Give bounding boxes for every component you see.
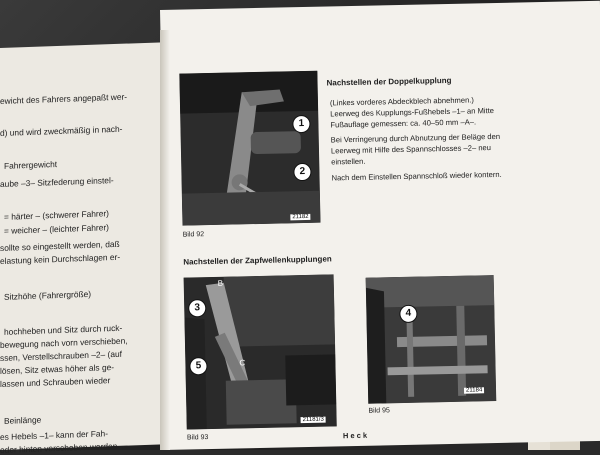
body-line: Fußauflage gemessen: ca. 40–50 mm –A–.	[330, 117, 477, 130]
left-line: = weicher – (leichter Fahrer)	[4, 222, 109, 236]
body-line: Leerweg mit Hilfe des Spannschlosses –2– neu	[330, 143, 492, 156]
callout-marker: 1	[292, 115, 310, 133]
left-line: Beinlänge	[4, 414, 42, 426]
photo-bild-95	[366, 275, 497, 404]
left-line: sollte so eingestellt werden, daß	[0, 238, 120, 253]
left-line: lösen, Sitz etwas höher als ge-	[0, 362, 115, 376]
callout-marker: 4	[399, 305, 417, 323]
left-line: = härter – (schwerer Fahrer)	[4, 208, 109, 222]
book-gutter	[160, 30, 170, 450]
body-line: einstellen.	[331, 156, 366, 167]
body-line: Nach dem Einstellen Spannschloß wieder kontern.	[331, 169, 502, 183]
callout-marker: 2	[293, 163, 311, 181]
left-line: ssen, Verstellschrauben –2– (auf	[0, 348, 122, 363]
figure-caption: Bild 95	[368, 407, 390, 415]
left-line: bewegung nach vorn verschieben,	[0, 335, 128, 350]
left-line: ewicht des Fahrers angepaßt wer-	[0, 91, 128, 106]
figure-label: C	[239, 358, 246, 368]
figure-ref-number: 21184	[465, 387, 483, 394]
left-line: Fahrergewicht	[4, 159, 58, 171]
left-line: d) und wird zweckmäßig in nach-	[0, 123, 123, 138]
photo-bild-92	[179, 71, 320, 226]
figure-caption: Bild 92	[182, 231, 205, 239]
section-heading: H e c k	[342, 430, 368, 441]
left-page	[0, 42, 170, 455]
left-line: Sitzhöhe (Fahrergröße)	[4, 288, 92, 302]
figure-caption: Bild 93	[186, 434, 209, 442]
left-line: elastung kein Durchschlagen er-	[0, 251, 121, 266]
section-heading: Nachstellen der Doppelkupplung	[326, 75, 452, 88]
figure-label: B	[217, 278, 224, 288]
figure-ref-number: 21181/3	[302, 416, 324, 424]
left-line: lassen und Schrauben wieder	[0, 375, 111, 389]
body-line: (Linkes vorderes Abdeckblech abnehmen.)	[329, 95, 474, 108]
body-line: Leerweg des Kupplungs-Fußhebels –1– an Mitte	[330, 106, 495, 119]
left-line: oder hinten verschoben werden.	[0, 440, 120, 455]
photo-bild-93	[184, 274, 337, 429]
callout-marker: 5	[189, 357, 207, 375]
left-line: hochheben und Sitz durch ruck-	[4, 322, 123, 337]
section-heading: Nachstellen der Zapfwellenkupplungen	[183, 254, 332, 267]
right-page	[160, 1, 600, 450]
callout-marker: 3	[188, 299, 206, 317]
body-line: Bei Verringerung durch Abnutzung der Beläge den	[330, 131, 501, 145]
left-line: es Hebels –1– kann der Fah-	[0, 428, 109, 442]
figure-ref-number: 21182	[292, 213, 309, 221]
left-line: aube –3– Sitzfederung einstel-	[0, 175, 114, 189]
